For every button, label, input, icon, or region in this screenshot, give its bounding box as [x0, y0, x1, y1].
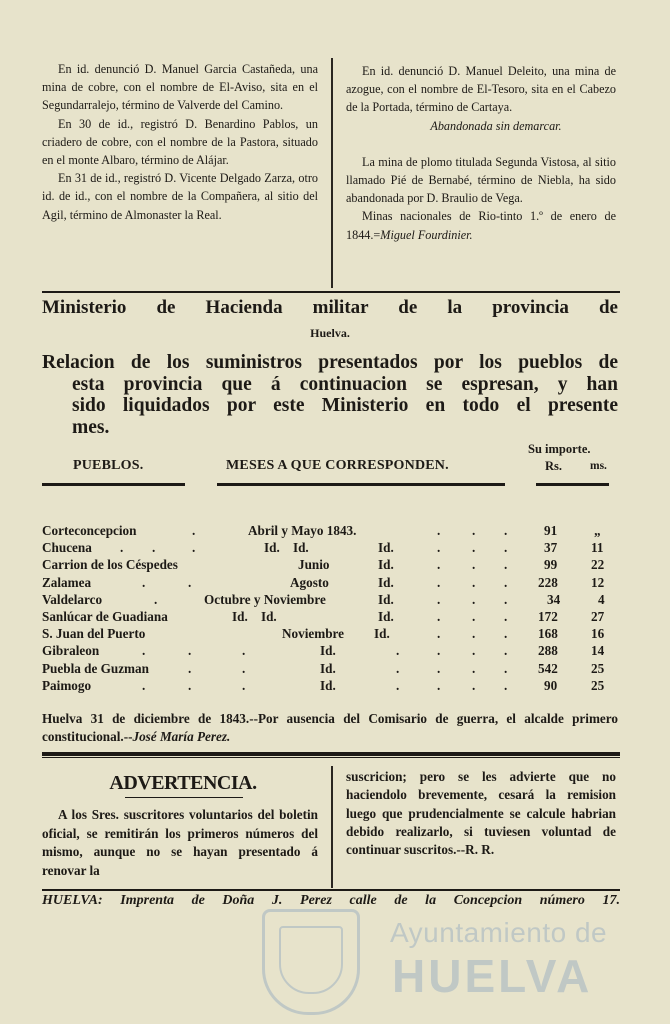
row-rs: 542	[538, 660, 558, 676]
table-row: Sanlúcar de Guadiana Id. Id. Id. . . . 172 27	[42, 608, 605, 624]
table-row: Carrion de los Céspedes Junio Id. . . . 99 22	[42, 557, 605, 573]
relacion-line-4: mes.	[72, 416, 110, 438]
row-id: Id.	[374, 626, 390, 642]
row-meses: Id. Id.	[264, 540, 309, 556]
row-id: Id.	[378, 608, 394, 624]
table-row: Gibraleon . . . Id. . . . . 288 14	[42, 643, 605, 659]
row-rs: 99	[544, 557, 558, 573]
row-ms: 4	[598, 591, 605, 607]
watermark-line-1: Ayuntamiento de	[390, 917, 608, 948]
row-id: Id.	[378, 557, 394, 573]
header-meses: MESES A QUE CORRESPONDEN.	[226, 458, 449, 473]
right-paragraph-3-text: Minas nacionales de Rio-tinto 1.º de enero de 1844.=	[346, 209, 616, 242]
row-id: Id.	[320, 660, 336, 676]
thick-rule-above-advertencia	[42, 752, 620, 756]
fourdinier-signature: Miguel Fourdinier.	[380, 227, 473, 242]
table-row: Paimogo . . . Id. . . . . 90 25	[42, 677, 605, 693]
header-rule-meses	[217, 483, 505, 486]
column-divider-bottom	[331, 766, 333, 888]
row-ms: 22	[591, 557, 605, 573]
table-row: Zalamea . . Agosto Id. . . . 228 12	[42, 574, 605, 590]
suministros-table	[42, 523, 618, 695]
advertencia-title: ADVERTENCIA.	[109, 772, 257, 794]
row-pueblo: Zalamea	[42, 574, 92, 590]
left-paragraph-1: En id. denunció D. Manuel Garcia Castañeda, una mina de cobre, con el nombre de El-Aviso, sita en el Segundarralejo, término de Valverde del Camino.	[42, 62, 318, 113]
row-meses: Junio	[298, 557, 330, 573]
row-id: Id.	[378, 591, 394, 607]
row-ms: 25	[591, 677, 605, 693]
row-ms: „	[594, 523, 601, 538]
header-pueblos: PUEBLOS.	[73, 458, 144, 473]
ministry-heading-line2: Huelva.	[310, 326, 350, 340]
table-row: Chucena . . . Id. Id. Id. . . . 37 11	[42, 540, 604, 556]
header-rule-pueblos	[42, 483, 185, 486]
row-rs: 228	[538, 574, 558, 590]
relacion-line-1: Relacion de los suministros presentados por los pueblos de	[42, 352, 618, 373]
row-rs: 172	[538, 608, 558, 624]
closing-note	[42, 710, 618, 745]
row-pueblo: Corteconcepcion	[42, 523, 137, 538]
advertencia-title-underline	[125, 797, 243, 798]
left-paragraph-3: En 31 de id., registró D. Vicente Delgado Zarza, otro id. de id., con el nombre de la Compañera, al sitio del Agil, término de Almonaster la Real.	[42, 171, 318, 222]
relacion-line-2: esta provincia que á continuacion se espresan, y han	[72, 373, 618, 395]
ministry-heading: Ministerio de Hacienda militar de la provincia de	[42, 297, 618, 318]
row-rs: 288	[538, 643, 558, 659]
row-meses: Id. Id.	[232, 608, 277, 624]
abandoned-note: Abandonada sin demarcar.	[430, 118, 562, 133]
rule-under-columns	[42, 291, 620, 293]
row-meses: Abril y Mayo 1843.	[248, 523, 357, 538]
left-paragraph-2: En 30 de id., registró D. Benardino Pablos, un criadero de cobre, con el nombre de la Pastora, situado en el monte Albaro, término de Alájar.	[42, 116, 318, 168]
row-ms: 16	[591, 626, 605, 642]
row-ms: 25	[591, 660, 605, 676]
table-row: Valdelarco . Octubre y Noviembre Id. . . . 34 4	[42, 591, 605, 607]
row-ms: 11	[591, 540, 604, 556]
header-ms: ms.	[590, 460, 607, 472]
row-id: Id.	[378, 574, 394, 590]
imprint-line: HUELVA: Imprenta de Doña J. Perez calle de la Concepcion número 17.	[42, 893, 620, 908]
row-ms: 27	[591, 608, 605, 624]
right-paragraph-2: La mina de plomo titulada Segunda Vistosa, al sitio llamado Pié de Bernabé, término de Niebla, ha sido abandonada por D. Braulio de Vega.	[346, 154, 616, 206]
row-pueblo: Sanlúcar de Guadiana	[42, 608, 168, 624]
row-rs: 34	[547, 591, 561, 607]
row-meses: Agosto	[290, 574, 329, 590]
row-rs: 168	[538, 626, 558, 642]
left-column	[42, 60, 318, 224]
row-pueblo: Gibraleon	[42, 643, 100, 659]
row-ms: 14	[591, 643, 605, 659]
header-rs: Rs.	[545, 459, 563, 473]
thin-rule-above-advertencia	[42, 757, 620, 758]
ayuntamiento-watermark	[250, 905, 670, 1015]
row-id: Id.	[320, 643, 336, 659]
header-importe: Su importe.	[528, 442, 591, 456]
relacion-line-3: sido liquidados por este Ministerio en todo el presente	[72, 395, 618, 416]
row-pueblo: Paimogo	[42, 677, 92, 693]
row-pueblo: Valdelarco	[42, 591, 103, 607]
row-rs: 37	[544, 540, 558, 556]
row-pueblo: Carrion de los Céspedes	[42, 557, 178, 573]
table-row: Corteconcepcion . Abril y Mayo 1843. . . . 91 „	[42, 523, 601, 538]
perez-signature: José María Perez.	[132, 728, 231, 744]
right-paragraph-3	[346, 207, 616, 243]
row-pueblo: S. Juan del Puerto	[42, 626, 146, 642]
row-meses: Octubre y Noviembre	[204, 591, 326, 607]
row-ms: 12	[591, 574, 605, 590]
watermark-line-2: HUELVA	[392, 950, 593, 1002]
row-id: Id.	[320, 677, 336, 693]
advertencia-right	[346, 768, 616, 859]
row-pueblo: Chucena	[42, 540, 92, 556]
row-meses: Noviembre	[282, 626, 345, 642]
column-divider-top	[331, 58, 333, 288]
closing-text: Huelva 31 de diciembre de 1843.--Por ausencia del Comisario de guerra, el alcalde primero constitucional.--	[42, 711, 618, 744]
table-row: Puebla de Guzman . . Id. . . . . 542 25	[42, 660, 605, 676]
right-paragraph-1: En id. denunció D. Manuel Deleito, una mina de azogue, con el nombre de El-Tesoro, sita en el Cabezo de la Portada, término de Cartaya.	[346, 64, 616, 115]
city-seal-icon	[262, 909, 360, 1015]
row-pueblo: Puebla de Guzman	[42, 660, 149, 676]
row-rs: 90	[544, 677, 558, 693]
advertencia-left-text: A los Sres. suscritores voluntarios del boletin oficial, se remitirán los primeros números del mismo, aunque no se hayan presentado á renovar la	[42, 807, 318, 878]
rule-above-imprint	[42, 889, 620, 891]
header-rule-importe	[536, 483, 609, 486]
advertencia-right-text: suscricion; pero se les advierte que no haciendolo brevemente, cesará la remision luego que prudencialmente se calcule habrian debido realizarlo, si tuviesen voluntad de continuar suscritos.--R. R.	[346, 769, 616, 858]
row-id: Id.	[378, 540, 394, 556]
row-rs: 91	[544, 523, 558, 538]
relacion-heading	[42, 352, 618, 438]
advertencia-left	[42, 806, 318, 880]
right-column	[346, 62, 616, 244]
table-row: S. Juan del Puerto Noviembre Id. . . . 168 16	[42, 626, 605, 642]
